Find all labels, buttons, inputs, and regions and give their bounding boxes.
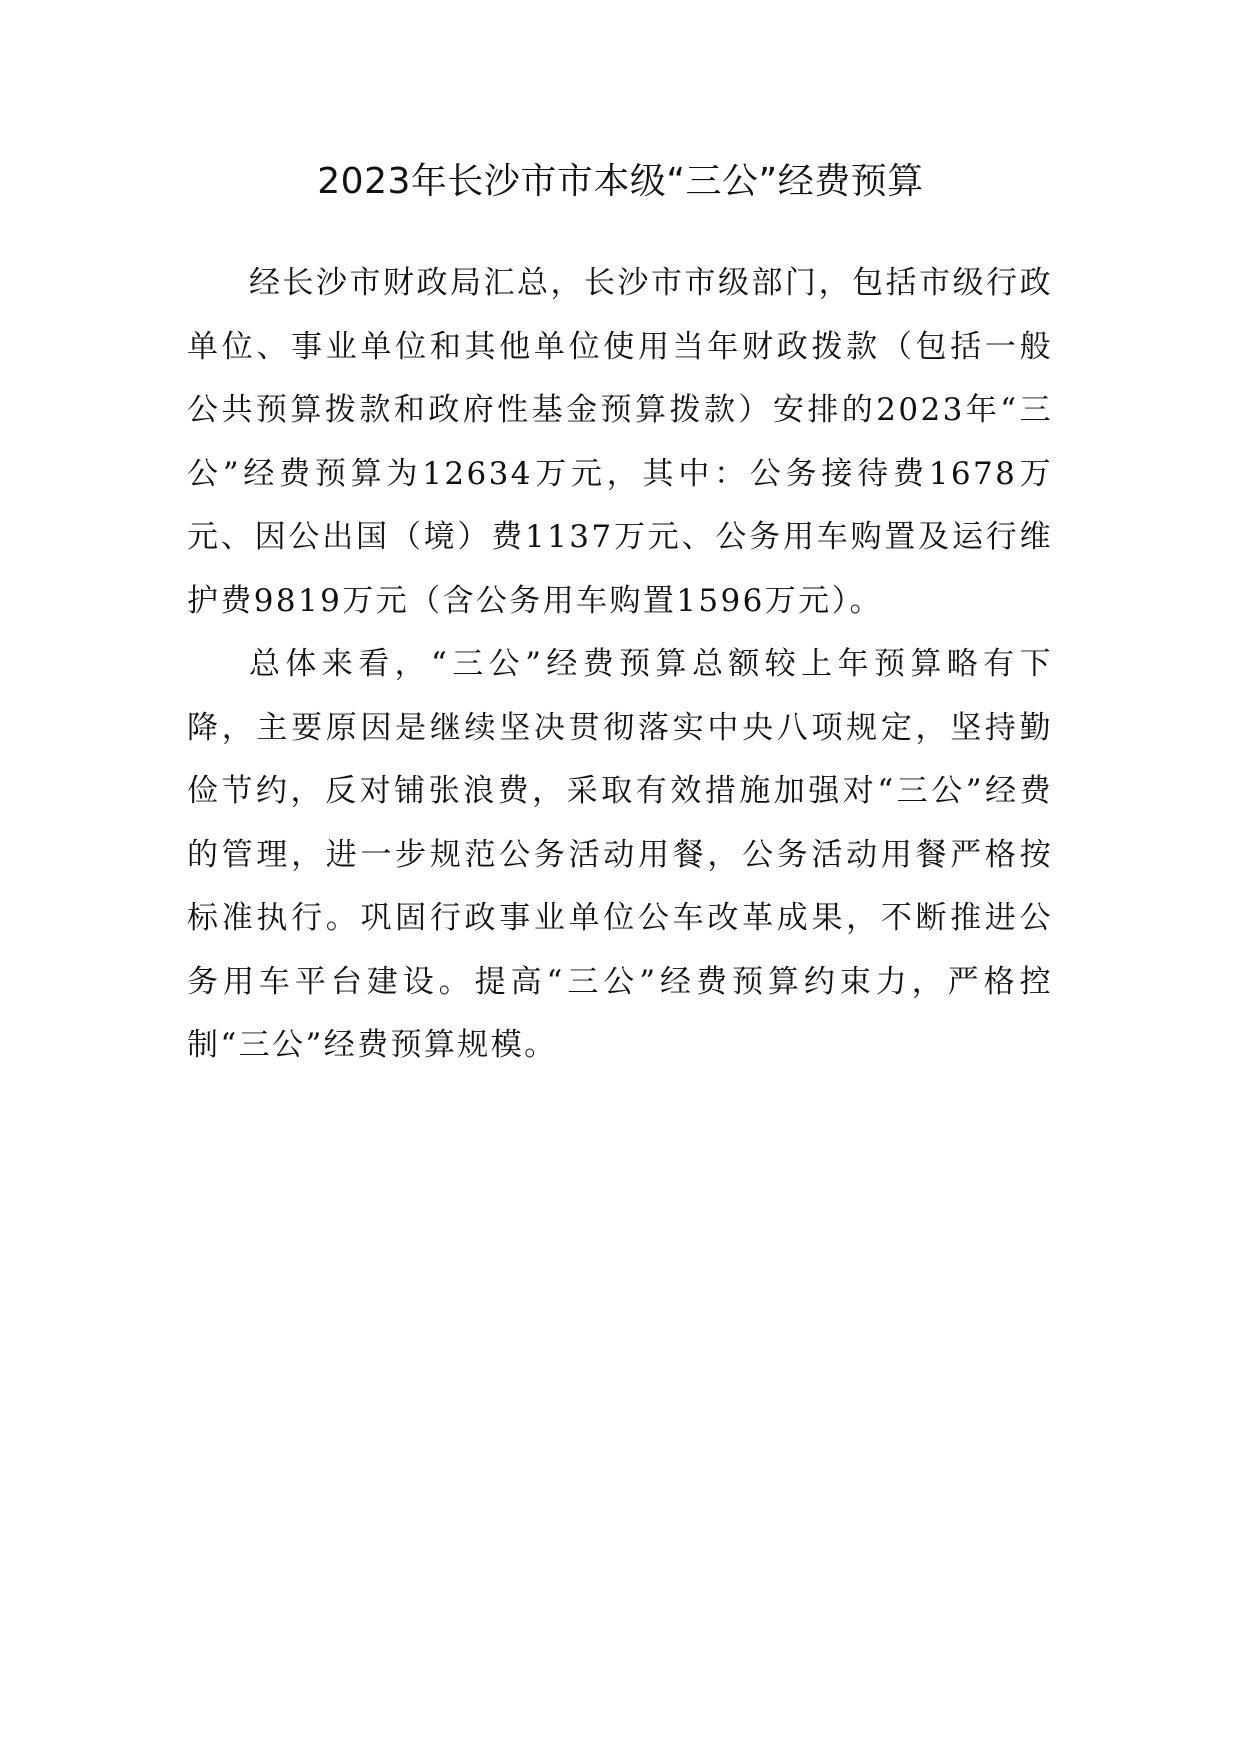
document-title: 2023年长沙市市本级“三公”经费预算 (317, 161, 924, 202)
paragraph-budget-summary: 经长沙市财政局汇总，长沙市市级部门，包括市级行政单位、事业单位和其他单位使用当年财政拨款（包括一般公共预算拨款和政府性基金预算拨款）安排的2023年“三公”经费预算为12634万元，其中：公务接待费1678万元、因公出国（境）费1137万元、公务用车购置及运行维护费9819万元（含公务用车购置1596万元）。 (187, 265, 1053, 619)
paragraph-overall-analysis: 总体来看，“三公”经费预算总额较上年预算略有下降，主要原因是继续坚决贯彻落实中央八项规定，坚持勤俭节约，反对铺张浪费，采取有效措施加强对“三公”经费的管理，进一步规范公务活动用餐，公务活动用餐严格按标准执行。巩固行政事业单位公车改革成果，不断推进公务用车平台建设。提高“三公”经费预算约束力，严格控制“三公”经费预算规模。 (187, 646, 1053, 1063)
document-body (187, 252, 1053, 1078)
